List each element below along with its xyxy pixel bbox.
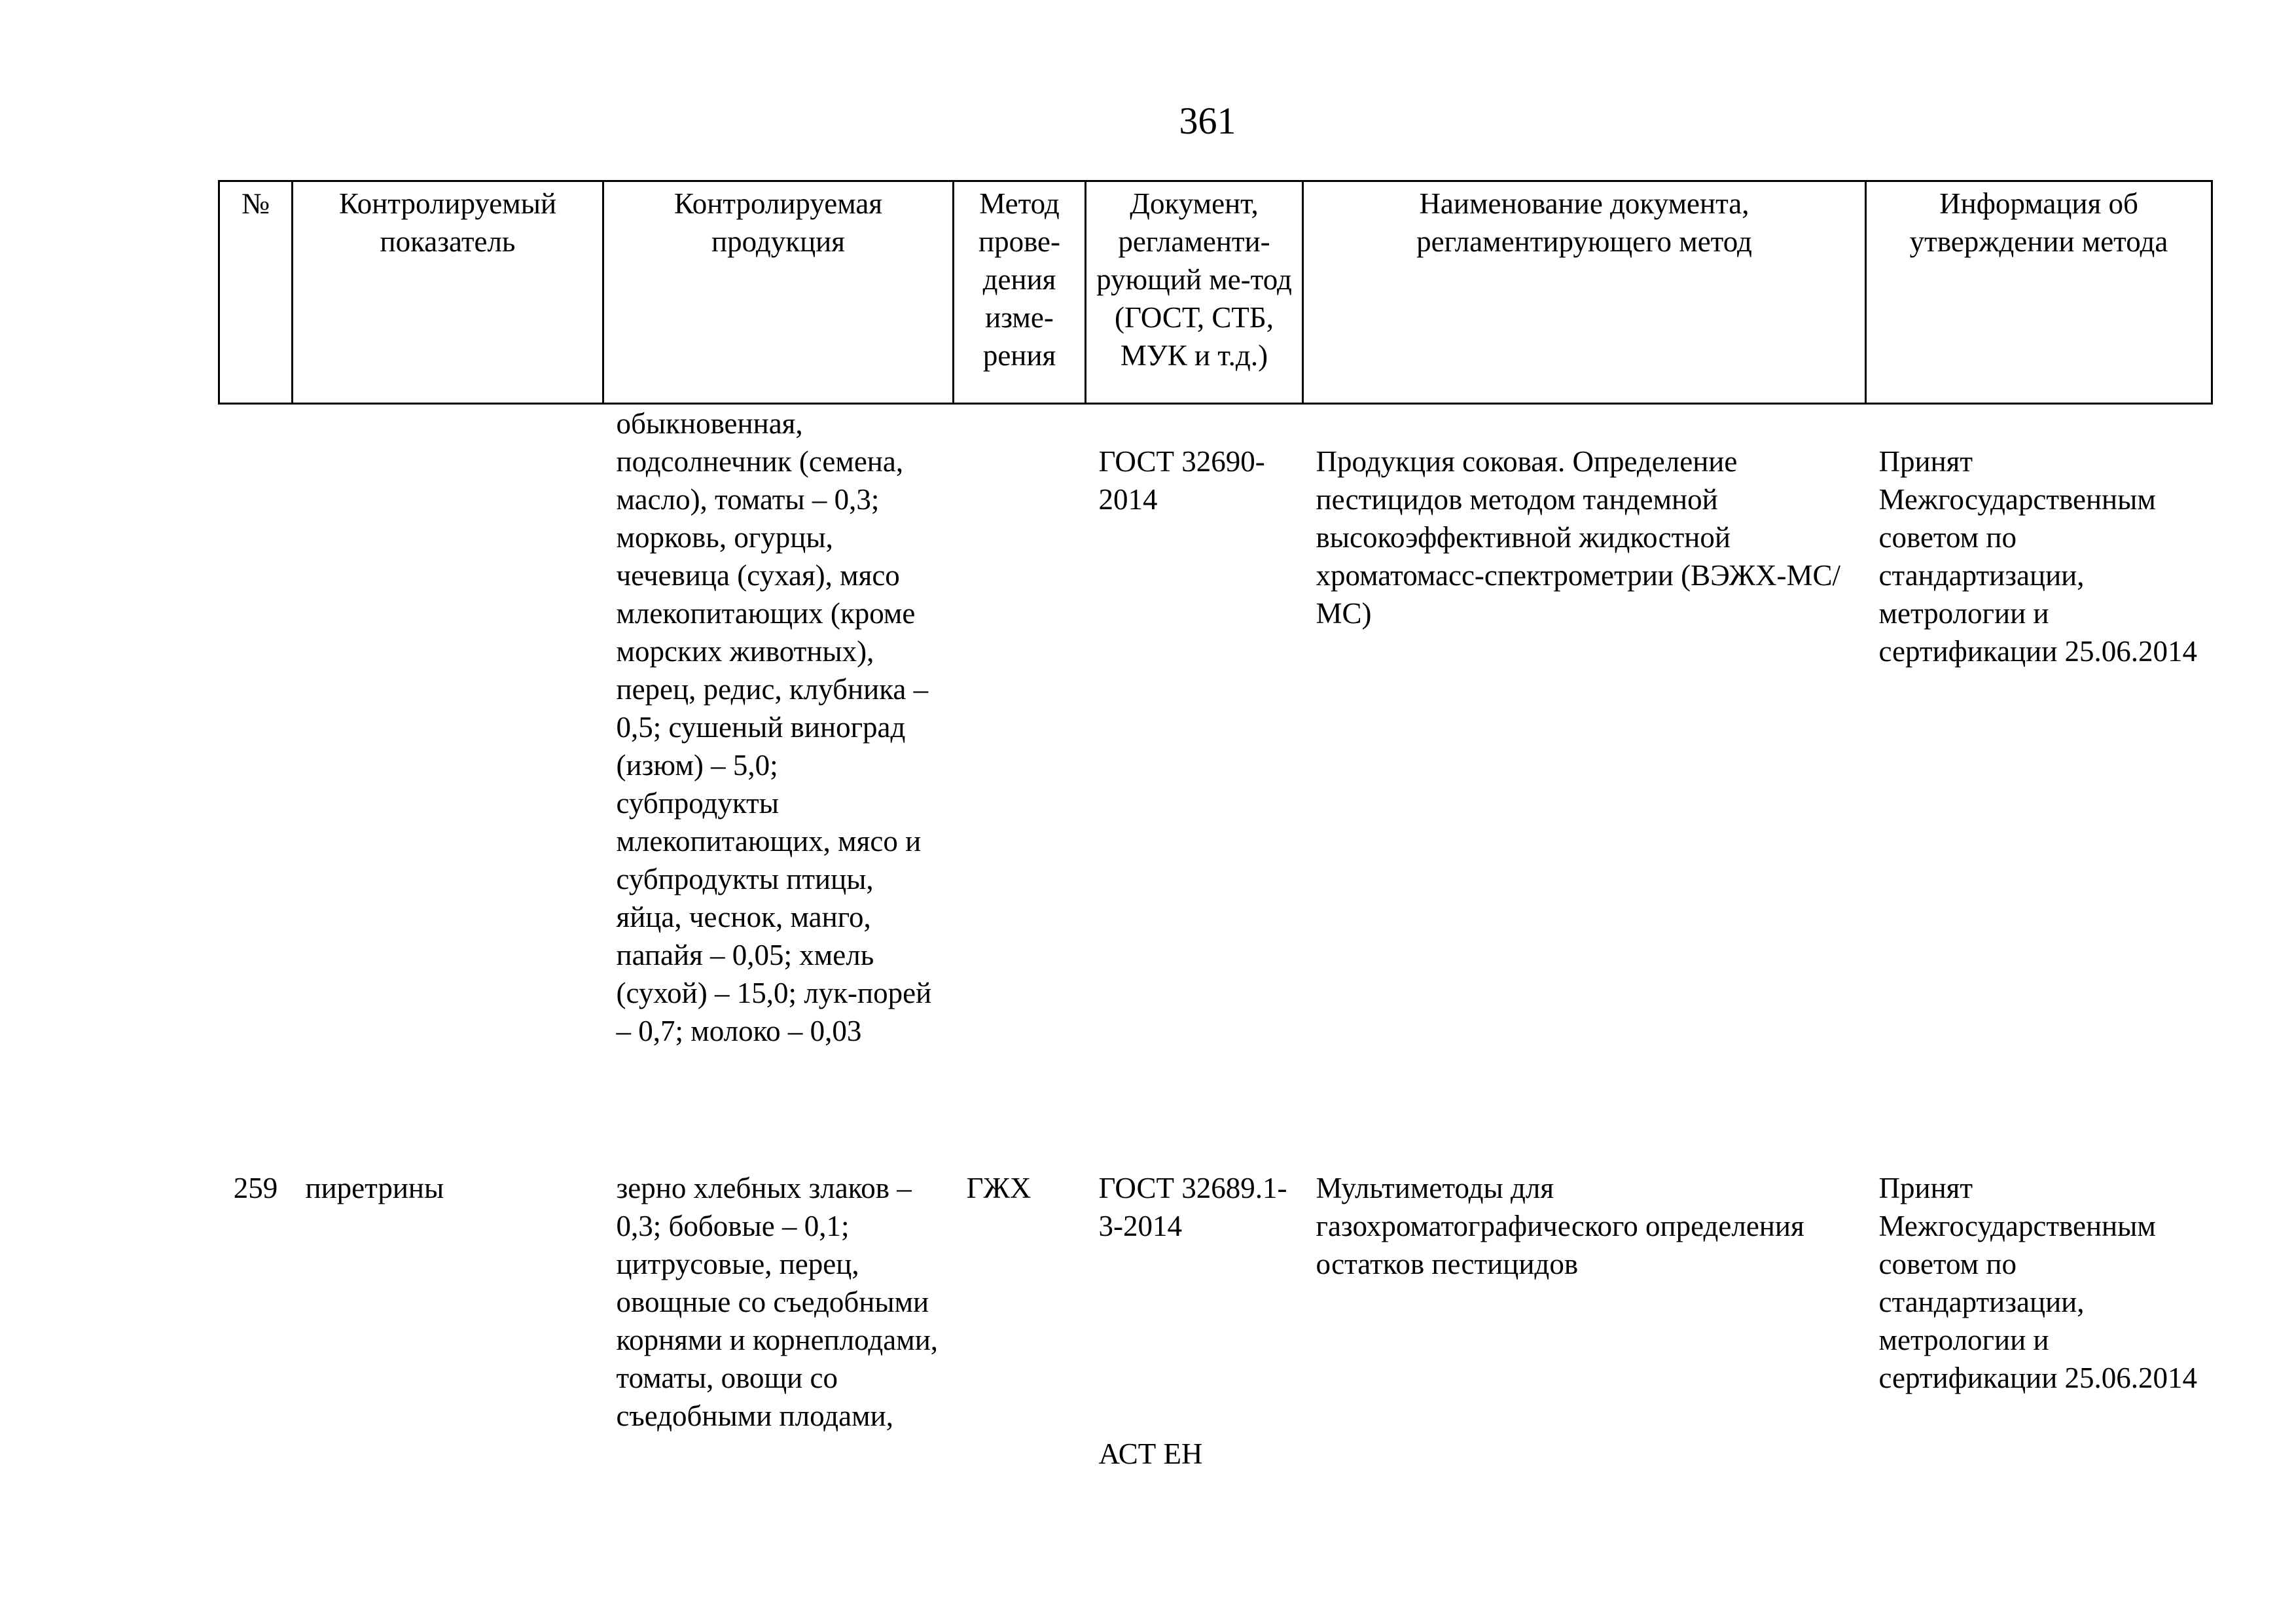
header-indicator: Контролируемый показатель bbox=[293, 181, 603, 404]
header-product: Контролируемая продукция bbox=[603, 181, 954, 404]
cell-doc-name bbox=[1303, 404, 1866, 1170]
table-row bbox=[219, 1169, 2212, 1473]
cell-document bbox=[1086, 1169, 1303, 1473]
cell-product: зерно хлебных злаков – 0,3; бобовые – 0,1; цитрусовые, перец, овощные со съедобными корнями и корнеплодами, томаты, овощи со съедобными плодами, bbox=[616, 1172, 939, 1432]
cell-method: ГЖХ bbox=[966, 1172, 1031, 1204]
cell-method bbox=[954, 404, 1086, 1170]
cell-indicator: пиретрины bbox=[305, 1172, 444, 1204]
cell-num bbox=[219, 404, 293, 1170]
header-method: Метод прове-дения изме-рения bbox=[954, 181, 1086, 404]
page-number: 361 bbox=[1179, 99, 1236, 142]
document-code: ГОСТ 32690-2014 bbox=[1098, 445, 1265, 516]
cell-num: 259 bbox=[233, 1172, 278, 1204]
header-approval: Информация об утверждении метода bbox=[1866, 181, 2212, 404]
cell-document bbox=[1086, 404, 1303, 1170]
approval-info: Принят Межгосударственным советом по стандартизации, метрологии и сертификации 25.06.2014 bbox=[1878, 445, 2198, 668]
cell-product: обыкновенная, подсолнечник (семена, масло), томаты – 0,3; морковь, огурцы, чечевица (сухая), мясо млекопитающих (кроме морских животных), перец, редис, клубника – 0,5; сушеный виноград (изюм) – 5,0; субпродукты млекопитающих, мясо и субпродукты птицы, яйца, чеснок, манго, папайя – 0,05; хмель (сухой) – 15,0; лук-порей – 0,7; молоко – 0,03 bbox=[616, 407, 932, 1047]
cell-approval bbox=[1866, 404, 2212, 1170]
cell-approval: Принят Межгосударственным советом по стандартизации, метрологии и сертификации 25.06.2014 bbox=[1878, 1172, 2198, 1394]
document-title: Продукция соковая. Определение пестицидов методом тандемной высокоэффективной жидкостной хроматомасс-спектрометрии (ВЭЖХ-МС/МС) bbox=[1316, 445, 1841, 630]
document-code-extra: АСТ ЕН bbox=[1098, 1437, 1203, 1470]
header-document: Документ, регламенти-рующий ме-тод (ГОСТ, СТБ, МУК и т.д.) bbox=[1086, 181, 1303, 404]
header-num: № bbox=[219, 181, 293, 404]
cell-doc-name: Мультиметоды для газохроматографического определения остатков пестицидов bbox=[1316, 1172, 1804, 1280]
header-doc-name: Наименование документа, регламентирующего метод bbox=[1303, 181, 1866, 404]
table-header-row bbox=[219, 181, 2212, 404]
cell-indicator bbox=[293, 404, 603, 1170]
methods-table bbox=[218, 180, 2213, 1473]
document-code: ГОСТ 32689.1-3-2014 bbox=[1098, 1172, 1287, 1242]
table-row bbox=[219, 404, 2212, 1170]
